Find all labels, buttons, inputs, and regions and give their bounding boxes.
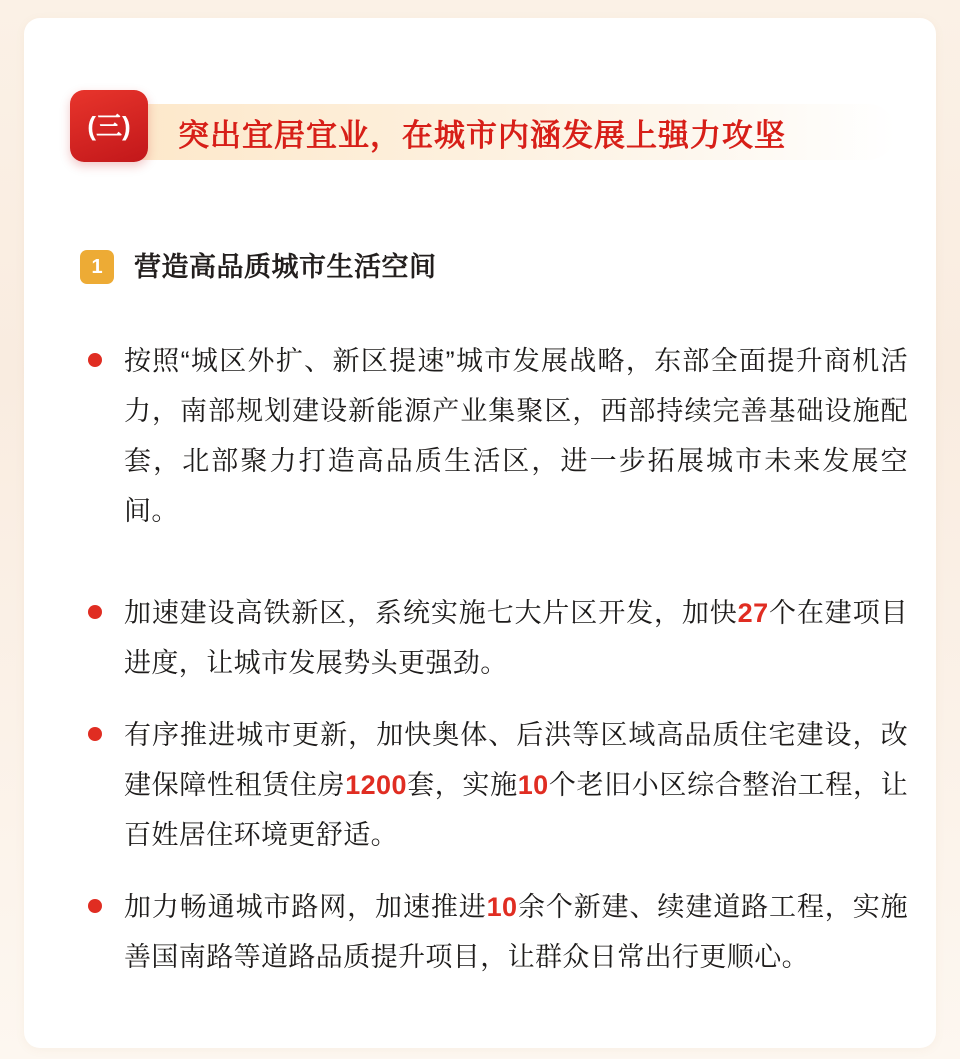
text-segment: 加速建设高铁新区，系统实施七大片区开发，加快 <box>124 598 738 628</box>
subsection-header <box>80 246 900 296</box>
bullet-item <box>80 336 908 536</box>
subsection-title: 营造高品质城市生活空间 <box>134 252 437 282</box>
bullet-list <box>80 336 908 1004</box>
bullet-dot-icon <box>88 899 102 913</box>
text-segment: 套，实施 <box>406 770 518 800</box>
highlight-number: 27 <box>737 598 769 628</box>
section-number-label: (三) <box>87 111 131 141</box>
section-header <box>70 90 900 172</box>
highlight-number: 1200 <box>345 770 407 800</box>
text-segment: 个老旧小区综合整治工程，让百姓居住环境更舒适。 <box>124 770 909 850</box>
subsection-number-badge: 1 <box>80 250 114 284</box>
text-segment: 个在建项目进度，让城市发展势头更强劲。 <box>124 598 908 678</box>
bullet-text <box>124 588 908 688</box>
text-segment: 余个新建、续建道路工程，实施善国南路等道路品质提升项目，让群众日常出行更顺心。 <box>124 892 908 972</box>
bullet-dot-icon <box>88 727 102 741</box>
highlight-number: 10 <box>517 770 549 800</box>
section-title: 突出宜居宜业，在城市内涵发展上强力攻坚 <box>178 117 786 153</box>
bullet-item <box>80 710 908 860</box>
bullet-text <box>124 882 908 982</box>
bullet-dot-icon <box>88 605 102 619</box>
section-number-badge <box>70 90 148 162</box>
text-segment: 有序推进城市更新，加快奥体、后洪等区域高品质住宅建设，改建保障性租赁住房 <box>124 720 908 800</box>
text-segment: 加力畅通城市路网，加速推进 <box>124 892 487 922</box>
bullet-text <box>124 336 908 536</box>
text-segment: 按照“城区外扩、新区提速”城市发展战略，东部全面提升商机活力，南部规划建设新能源产业集聚区，西部持续完善基础设施配套，北部聚力打造高品质生活区，进一步拓展城市未来发展空间。 <box>124 346 908 526</box>
bullet-text <box>124 710 908 860</box>
bullet-item <box>80 882 908 982</box>
bullet-item <box>80 588 908 688</box>
highlight-number: 10 <box>486 892 518 922</box>
content-card <box>24 18 936 1048</box>
bullet-dot-icon <box>88 353 102 367</box>
